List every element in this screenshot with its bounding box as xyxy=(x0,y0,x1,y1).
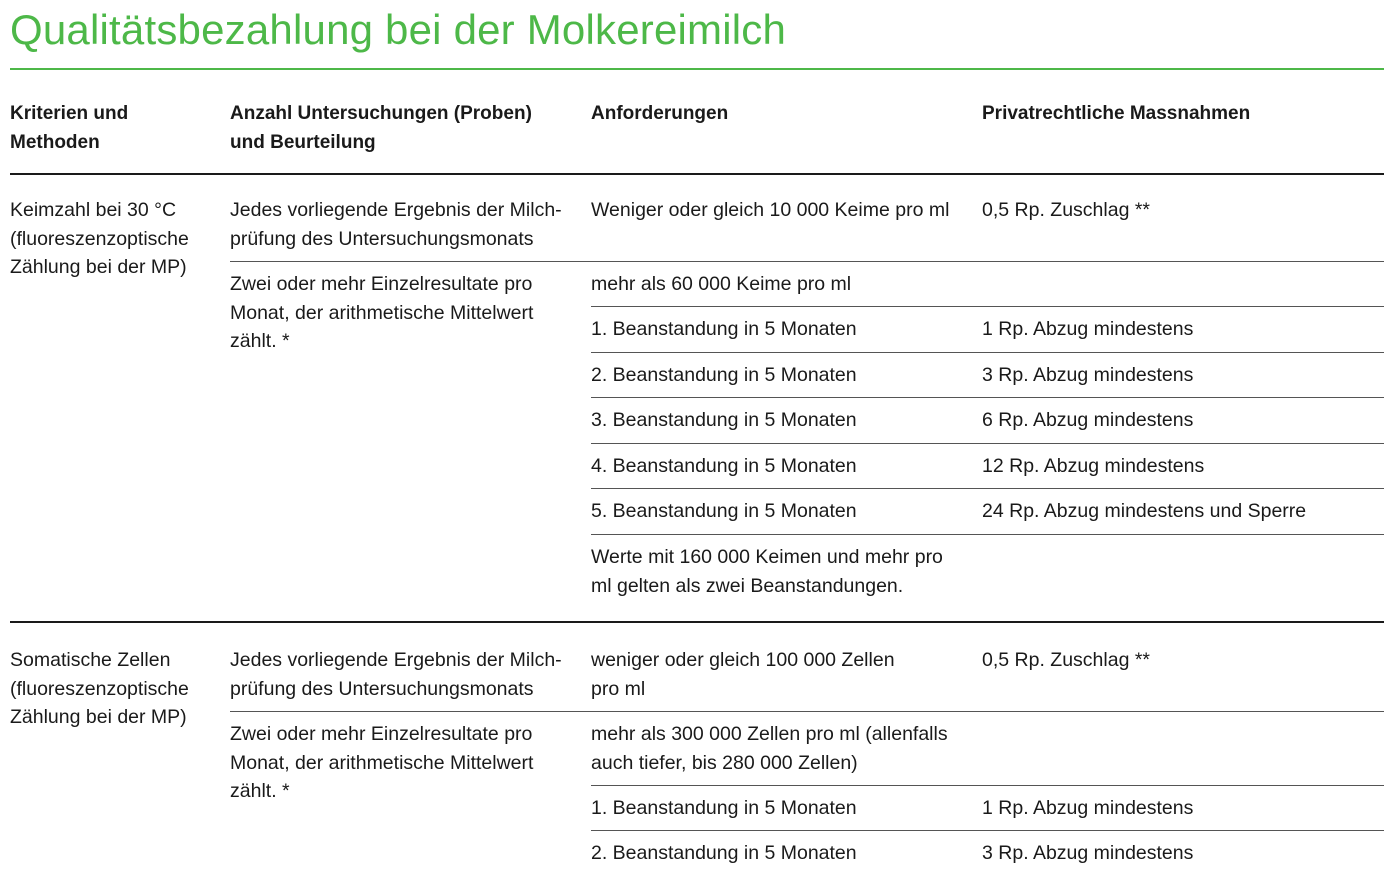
section2-row1-anforderung: 1. Beanstandung in 5 Monaten xyxy=(591,797,857,819)
section2-kriterium: Somatische Zellen (fluoreszenzoptische Zählung bei der MP) xyxy=(10,649,189,729)
section1-massnahme-a: 0,5 Rp. Zuschlag ** xyxy=(982,199,1151,221)
row-divider xyxy=(591,397,1384,398)
row-divider xyxy=(591,534,1384,535)
section1-row5-anforderung: 5. Beanstandung in 5 Monaten xyxy=(591,500,857,522)
section2-anforderung-a: weniger oder gleich 100 000 Zellen pro ml xyxy=(591,649,895,700)
header-anforderungen: Anforderungen xyxy=(591,103,729,124)
section2-anzahl-a: Jedes vorliegende Ergebnis der Milch- prüfung des Untersuchungsmonats xyxy=(230,649,562,700)
section2-row2-anforderung: 2. Beanstandung in 5 Monaten xyxy=(591,842,857,864)
section1-row4-massnahme: 12 Rp. Abzug mindestens xyxy=(982,455,1205,477)
section1-row3-massnahme: 6 Rp. Abzug mindestens xyxy=(982,409,1194,431)
row-divider xyxy=(591,830,1384,831)
section1-anforderung-a: Weniger oder gleich 10 000 Keime pro ml xyxy=(591,199,950,221)
row-divider xyxy=(591,488,1384,489)
section2-massnahme-a: 0,5 Rp. Zuschlag ** xyxy=(982,649,1151,671)
row-divider xyxy=(591,785,1384,786)
section2-row2-massnahme: 3 Rp. Abzug mindestens xyxy=(982,842,1194,864)
row-divider xyxy=(591,306,1384,307)
section1-row1-massnahme: 1 Rp. Abzug mindestens xyxy=(982,318,1194,340)
section1-row5-massnahme: 24 Rp. Abzug mindestens und Sperre xyxy=(982,500,1307,522)
section-divider xyxy=(10,621,1384,623)
section1-row2-anforderung: 2. Beanstandung in 5 Monaten xyxy=(591,364,857,386)
row-divider xyxy=(230,261,1384,262)
section1-row3-anforderung: 3. Beanstandung in 5 Monaten xyxy=(591,409,857,431)
section-divider xyxy=(10,173,1384,175)
row-divider xyxy=(591,443,1384,444)
title-rule xyxy=(10,68,1384,70)
section1-kriterium: Keimzahl bei 30 °C (fluoreszenzoptische Zählung bei der MP) xyxy=(10,199,189,279)
section2-row1-massnahme: 1 Rp. Abzug mindestens xyxy=(982,797,1194,819)
section1-anzahl-a: Jedes vorliegende Ergebnis der Milch- prüfung des Untersuchungsmonats xyxy=(230,199,562,250)
page-title: Qualitätsbezahlung bei der Molkereimilch xyxy=(10,6,787,53)
section1-row1-anforderung: 1. Beanstandung in 5 Monaten xyxy=(591,318,857,340)
section1-row4-anforderung: 4. Beanstandung in 5 Monaten xyxy=(591,455,857,477)
header-kriterien: Kriterien und Methoden xyxy=(10,103,129,153)
section2-anforderung-b: mehr als 300 000 Zellen pro ml (allenfalls auch tiefer, bis 280 000 Zellen) xyxy=(591,723,948,774)
header-anzahl: Anzahl Untersuchungen (Proben) und Beurteilung xyxy=(230,103,532,153)
section1-note: Werte mit 160 000 Keimen und mehr pro ml gelten als zwei Beanstandungen. xyxy=(591,546,943,597)
section1-anzahl-b: Zwei oder mehr Einzelresultate pro Monat, der arithmetische Mittelwert zählt. * xyxy=(230,273,534,353)
section1-row2-massnahme: 3 Rp. Abzug mindestens xyxy=(982,364,1194,386)
section2-anzahl-b: Zwei oder mehr Einzelresultate pro Monat, der arithmetische Mittelwert zählt. * xyxy=(230,723,534,803)
header-massnahmen: Privatrechtliche Massnahmen xyxy=(982,103,1251,124)
row-divider xyxy=(230,711,1384,712)
section1-anforderung-b: mehr als 60 000 Keime pro ml xyxy=(591,273,852,295)
row-divider xyxy=(591,352,1384,353)
